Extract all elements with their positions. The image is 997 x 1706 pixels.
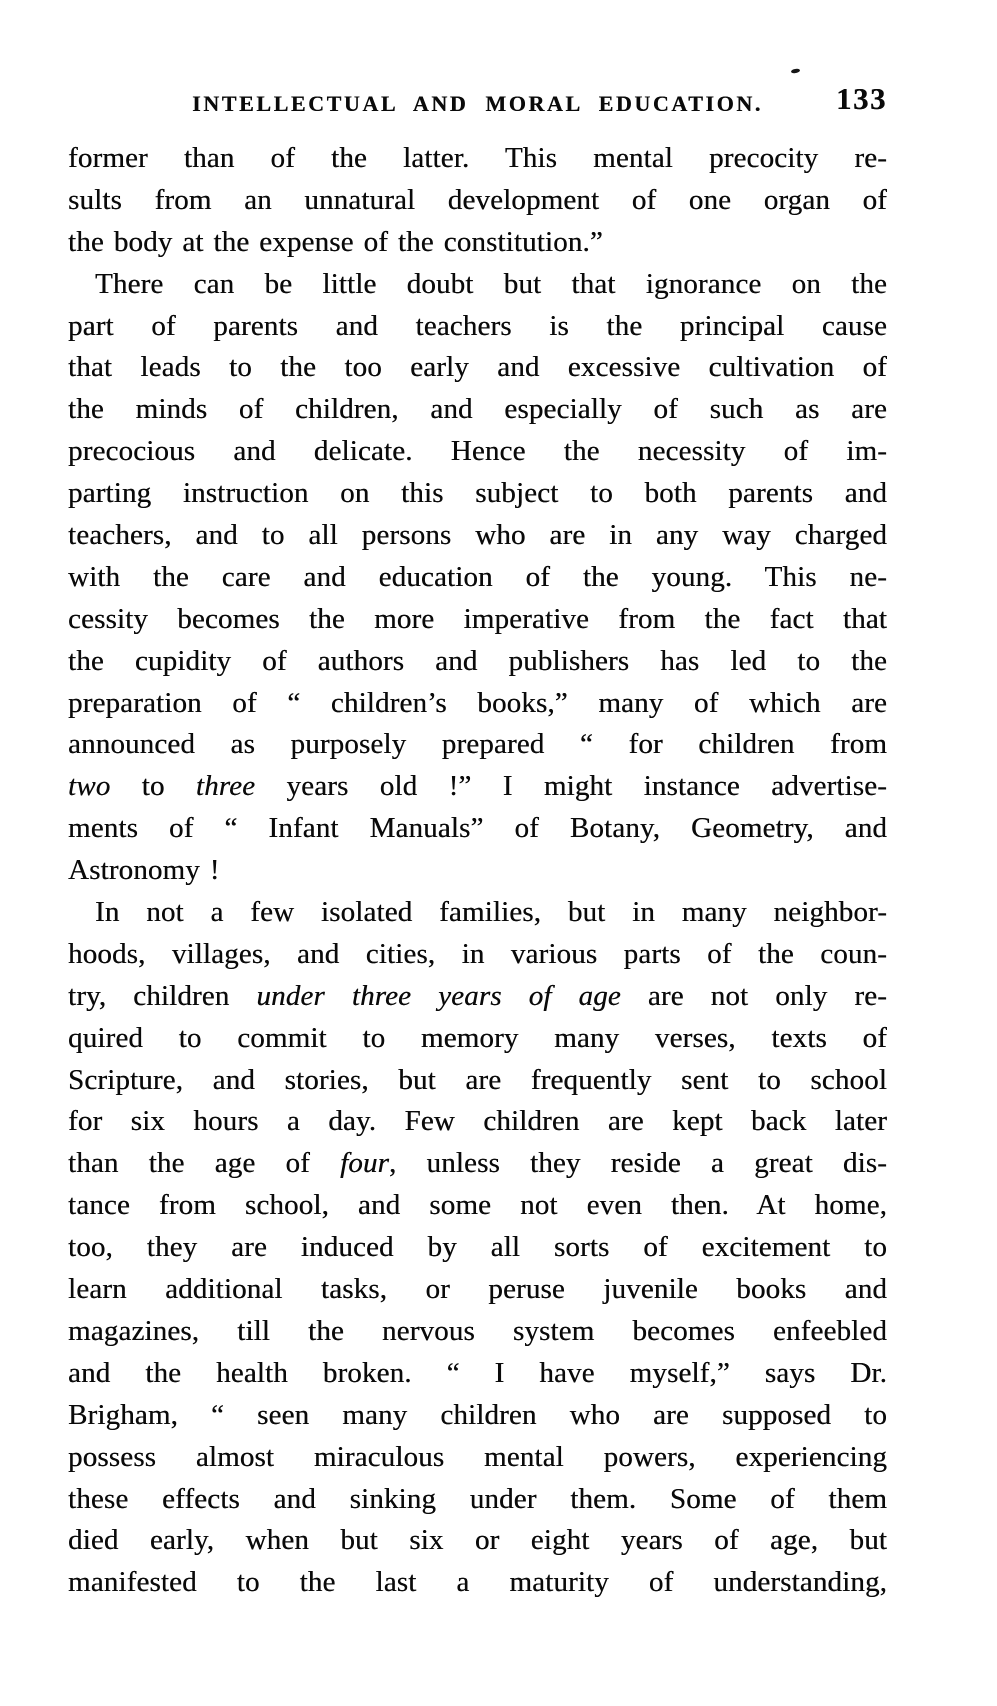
text-line	[68, 1060, 887, 1102]
text-segment: former than of the latter. This mental precocity re-	[68, 142, 887, 174]
ink-speck-artifact	[791, 68, 801, 74]
italic-text-segment: under three years of age	[256, 979, 621, 1012]
text-line	[68, 222, 887, 264]
text-line	[68, 1311, 887, 1353]
text-segment: learn additional tasks, or peruse juvenile books and	[68, 1273, 887, 1306]
text-line	[68, 1395, 887, 1437]
text-line	[68, 934, 887, 976]
text-line	[68, 1143, 887, 1185]
text-segment: magazines, till the nervous system becomes enfeebled	[68, 1314, 887, 1347]
text-segment: the body at the expense of the constitution.”	[68, 225, 603, 258]
text-line	[68, 1353, 887, 1395]
text-segment: Brigham, “ seen many children who are supposed to	[68, 1398, 887, 1431]
text-line	[68, 1101, 887, 1143]
text-line	[68, 641, 887, 683]
text-segment: years old !” I might instance advertise-	[255, 770, 887, 803]
text-segment: are not only re-	[620, 979, 887, 1012]
text-segment: , unless they reside a great dis-	[388, 1147, 887, 1180]
text-line	[68, 389, 887, 431]
text-block	[68, 138, 887, 1604]
text-segment: In not a few isolated families, but in many neighbor-	[95, 896, 887, 929]
text-segment: cessity becomes the more imperative from the fact that	[68, 602, 887, 635]
text-line	[68, 892, 887, 934]
page-number: 133	[836, 81, 887, 116]
text-line	[68, 306, 887, 348]
text-line	[68, 808, 887, 850]
text-line	[68, 1227, 887, 1269]
text-segment: manifested to the last a maturity of understanding,	[68, 1566, 887, 1599]
text-segment: too, they are induced by all sorts of excitement to	[68, 1231, 887, 1264]
text-line	[68, 850, 887, 892]
text-segment: parting instruction on this subject to both parents and	[68, 477, 887, 510]
text-line	[68, 1562, 887, 1604]
text-segment: sults from an unnatural development of one organ of	[68, 183, 887, 216]
text-line	[68, 138, 887, 180]
text-segment: with the care and education of the young. This ne-	[68, 560, 887, 593]
text-line	[68, 1018, 887, 1060]
text-segment: part of parents and teachers is the principal cause	[68, 309, 887, 342]
text-segment: Astronomy !	[68, 854, 220, 887]
text-line	[68, 557, 887, 599]
text-segment: died early, when but six or eight years of age, but	[68, 1524, 887, 1557]
text-segment: tance from school, and some not even then. At home,	[68, 1189, 887, 1222]
text-line	[68, 264, 887, 306]
text-line	[68, 683, 887, 725]
text-segment: quired to commit to memory many verses, texts of	[68, 1021, 887, 1054]
italic-text-segment: three	[195, 770, 256, 803]
text-line	[68, 766, 887, 808]
text-segment: preparation of “ children’s books,” many of which are	[68, 686, 887, 719]
text-line	[68, 1437, 887, 1479]
text-segment: possess almost miraculous mental powers, experiencing	[68, 1440, 887, 1473]
text-line	[68, 180, 887, 222]
text-line	[68, 1269, 887, 1311]
running-head: INTELLECTUAL AND MORAL EDUCATION.	[192, 91, 763, 116]
text-line	[68, 431, 887, 473]
text-segment: announced as purposely prepared “ for children from	[68, 728, 887, 761]
text-segment: teachers, and to all persons who are in any way charged	[68, 519, 887, 552]
text-segment: There can be little doubt but that ignorance on the	[95, 267, 887, 300]
text-segment: ments of “ Infant Manuals” of Botany, Geometry, and	[68, 812, 887, 845]
text-line	[68, 976, 887, 1018]
text-line	[68, 515, 887, 557]
text-segment: the cupidity of authors and publishers has led to the	[68, 644, 887, 677]
text-segment: and the health broken. “ I have myself,” says Dr.	[68, 1356, 887, 1389]
text-segment: the minds of children, and especially of such as are	[68, 393, 887, 426]
text-segment: try, children	[68, 979, 257, 1012]
text-segment: than the age of	[68, 1147, 341, 1180]
italic-text-segment: four	[340, 1147, 389, 1180]
text-segment: for six hours a day. Few children are kept back later	[68, 1105, 887, 1138]
text-line	[68, 1520, 887, 1562]
text-line	[68, 1185, 887, 1227]
text-segment: to	[110, 770, 196, 803]
text-line	[68, 724, 887, 766]
text-segment: that leads to the too early and excessive cultivation of	[68, 351, 887, 384]
text-segment: Scripture, and stories, but are frequently sent to school	[68, 1063, 887, 1096]
text-line	[68, 599, 887, 641]
text-line	[68, 347, 887, 389]
text-line	[68, 1479, 887, 1521]
text-segment: these effects and sinking under them. Some of them	[68, 1482, 887, 1515]
text-segment: hoods, villages, and cities, in various parts of the coun-	[68, 937, 887, 970]
text-line	[68, 473, 887, 515]
italic-text-segment: two	[68, 770, 111, 803]
text-segment: precocious and delicate. Hence the necessity of im-	[68, 435, 887, 468]
